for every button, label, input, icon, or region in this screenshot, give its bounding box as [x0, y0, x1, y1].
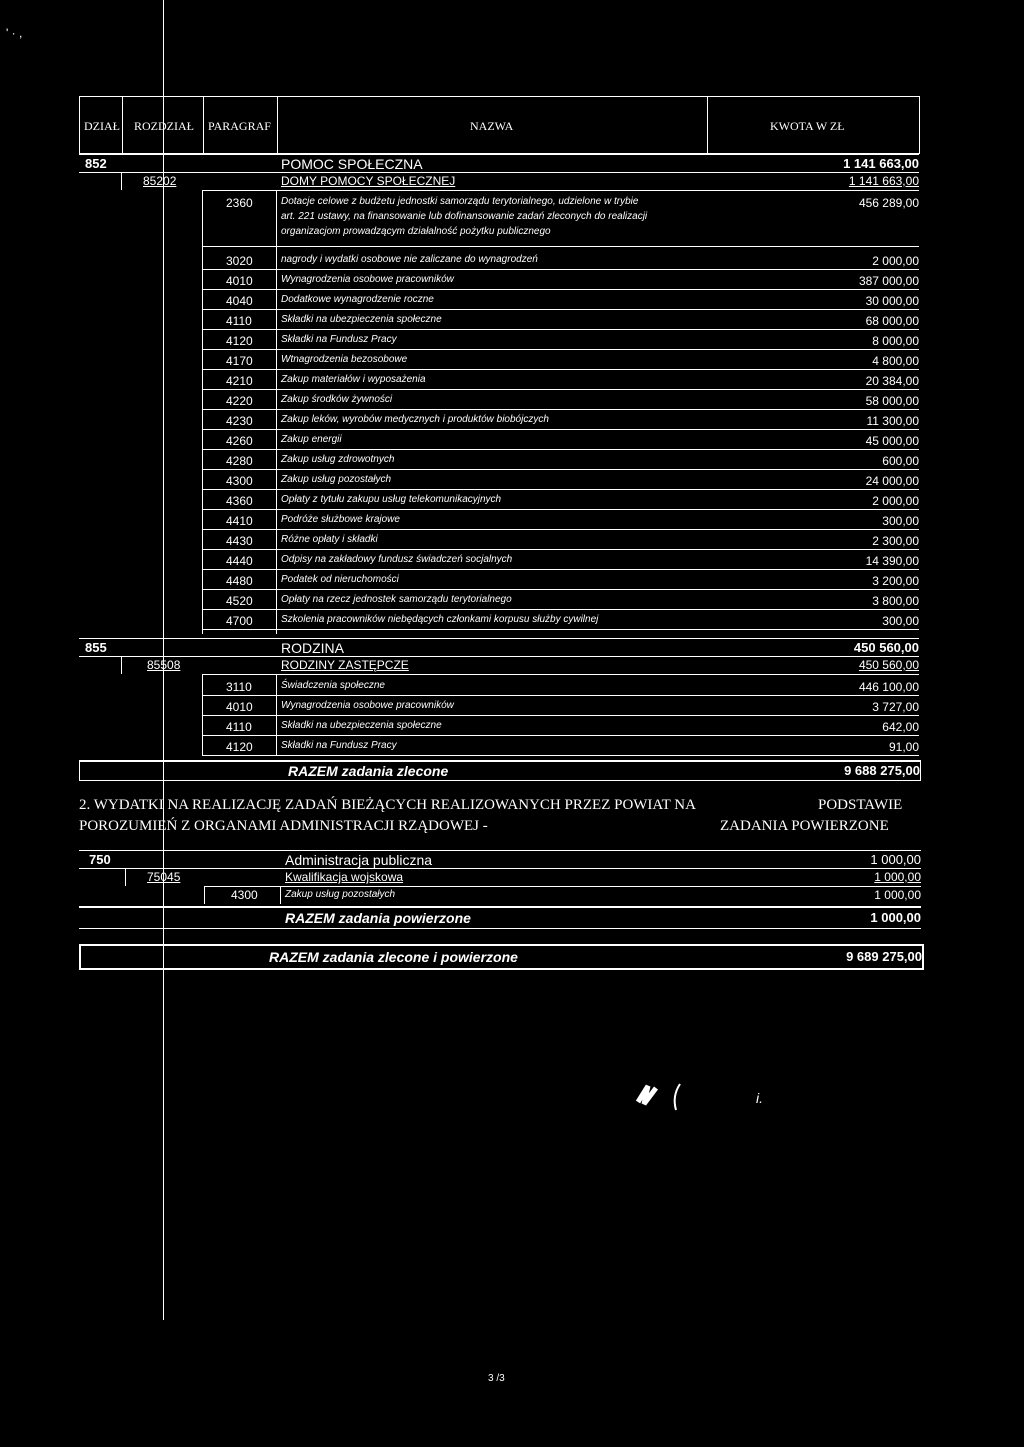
- rozdzial-code: 85202: [143, 174, 177, 188]
- table-row: [79, 310, 919, 330]
- dzial-name: Administracja publiczna: [285, 852, 433, 868]
- paragraf-name: Zakup materiałów i wyposażenia: [281, 374, 426, 385]
- grand-total-row: [79, 944, 924, 970]
- section-855: [79, 638, 919, 758]
- paragraf-amount: 600,00: [882, 454, 919, 468]
- corner-marks: ' · ,: [6, 26, 23, 40]
- paragraf-name: Wynagrodzenia osobowe pracowników: [281, 274, 454, 285]
- paragraf-code: 4480: [226, 574, 253, 588]
- paragraf-code: 4280: [226, 454, 253, 468]
- table-row: [79, 696, 919, 716]
- paragraf-code: 4440: [226, 554, 253, 568]
- table-row: [79, 736, 919, 756]
- paragraf-code: 3110: [226, 680, 252, 694]
- paragraf-code: 4170: [226, 354, 253, 368]
- paragraf-name: Zakup energii: [281, 434, 342, 445]
- paragraf-amount: 2 000,00: [872, 254, 919, 268]
- paragraf-name: Opłaty na rzecz jednostek samorządu terytorialnego: [281, 594, 512, 605]
- rozdzial-amount: 1 000,00: [874, 870, 921, 884]
- paragraf-amount: 446 100,00: [858, 680, 919, 694]
- paragraf-name: Składki na ubezpieczenia społeczne: [281, 720, 442, 731]
- header-rozdzial: ROZDZIAŁ: [134, 119, 194, 133]
- paragraf-code: 4260: [226, 434, 253, 448]
- paragraf-code: 4010: [226, 274, 253, 288]
- section2-line2-end: ZADANIA POWIERZONE: [720, 818, 889, 834]
- table-row: [79, 676, 919, 696]
- paragraf-name: nagrody i wydatki osobowe nie zaliczane do wynagrodzeń: [281, 254, 538, 265]
- table-row: [79, 390, 919, 410]
- total-zlecone-row: [79, 760, 921, 781]
- rozdzial-name: Kwalifikacja wojskowa: [285, 870, 404, 884]
- table-row: [79, 270, 919, 290]
- rozdzial-amount: 450 560,00: [858, 658, 919, 672]
- rozdzial-amount: 1 141 663,00: [848, 174, 919, 188]
- table-row: [79, 470, 919, 490]
- header-kwota: KWOTA W ZŁ: [770, 119, 845, 133]
- paragraf-amount: 30 000,00: [865, 294, 919, 308]
- rozdzial-name: RODZINY ZASTĘPCZE: [281, 658, 409, 672]
- table-row: [79, 450, 919, 470]
- paragraf-code: 3020: [226, 254, 253, 268]
- grand-total-amount: 9 689 275,00: [846, 949, 922, 964]
- paragraf-amount: 300,00: [882, 514, 919, 528]
- paragraf-code: 2360: [226, 196, 253, 210]
- table-row: [79, 550, 919, 570]
- dzial-amount: 1 141 663,00: [843, 156, 919, 171]
- total-powierzone-label: RAZEM zadania powierzone: [285, 910, 471, 926]
- grand-total-label: RAZEM zadania zlecone i powierzone: [269, 949, 518, 965]
- table-row: [79, 330, 919, 350]
- dzial-name: POMOC SPOŁECZNA: [281, 156, 423, 172]
- table-row: [79, 590, 919, 610]
- paragraf-name: Podatek od nieruchomości: [281, 574, 399, 585]
- paragraf-code: 4430: [226, 534, 253, 548]
- paragraf-code: 4040: [226, 294, 253, 308]
- table-row: [79, 510, 919, 530]
- paragraf-name: Odpisy na zakładowy fundusz świadczeń socjalnych: [281, 554, 513, 565]
- paragraf-name: Wynagrodzenia osobowe pracowników: [281, 700, 454, 711]
- paragraf-amount: 3 200,00: [872, 574, 919, 588]
- paragraf-amount: 2 000,00: [872, 494, 919, 508]
- paragraf-name: Składki na ubezpieczenia społeczne: [281, 314, 442, 325]
- section2-line1-end: PODSTAWIE: [818, 797, 903, 813]
- paragraf-code: 4220: [226, 394, 253, 408]
- paragraf-amount: 14 390,00: [865, 554, 919, 568]
- paragraf-code: 4230: [226, 414, 253, 428]
- dotacja-amount: 456 289,00: [858, 196, 919, 210]
- paragraf-amount: 20 384,00: [865, 374, 919, 388]
- paragraf-code: 4360: [226, 494, 253, 508]
- dotacja-line-3: organizacjom prowadzącym działalność pożytku publicznego: [281, 226, 551, 237]
- paragraf-code: 4300: [231, 888, 258, 902]
- page-number: 3 /3: [488, 1373, 505, 1384]
- paragraf-code: 4700: [226, 614, 253, 628]
- header-paragraf: PARAGRAF: [208, 119, 271, 133]
- table-header: [79, 96, 920, 154]
- paragraf-amount: 45 000,00: [865, 434, 919, 448]
- section-750: [79, 850, 921, 932]
- paragraf-amount: 68 000,00: [865, 314, 919, 328]
- section-852: [79, 154, 919, 634]
- dzial-code: 750: [89, 852, 111, 867]
- table-row: [79, 716, 919, 736]
- table-row: [79, 570, 919, 590]
- paragraf-code: 4010: [226, 700, 253, 714]
- dzial-code: 855: [85, 640, 107, 655]
- paragraf-amount: 4 800,00: [872, 354, 919, 368]
- table-row: [79, 430, 919, 450]
- total-zlecone-label: RAZEM zadania zlecone: [288, 763, 449, 779]
- table-row: [79, 410, 919, 430]
- paragraf-code: 4520: [226, 594, 253, 608]
- rozdzial-name: DOMY POMOCY SPOŁECZNEJ: [281, 174, 456, 188]
- table-row: [79, 350, 919, 370]
- table-row: [79, 530, 919, 550]
- paragraf-name: Różne opłaty i składki: [281, 534, 378, 545]
- signature-mark: [620, 1072, 700, 1122]
- dzial-amount: 1 000,00: [870, 852, 921, 867]
- paragraf-amount: 11 300,00: [866, 414, 919, 428]
- paragraf-name: Podróże służbowe krajowe: [281, 514, 400, 525]
- dzial-name: RODZINA: [281, 640, 344, 656]
- paragraf-name: Opłaty z tytułu zakupu usług telekomunikacyjnych: [281, 494, 502, 505]
- paragraf-amount: 1 000,00: [874, 888, 921, 902]
- paragraf-code: 4110: [226, 314, 252, 328]
- paragraf-name: Szkolenia pracowników niebędących członkami korpusu służby cywilnej: [281, 614, 599, 625]
- paragraf-amount: 24 000,00: [865, 474, 919, 488]
- paragraf-amount: 91,00: [888, 740, 919, 754]
- dotacja-line-2: art. 221 ustawy, na finansowanie lub dofinansowanie zadań zleconych do realizacji: [281, 211, 648, 222]
- total-powierzone-amount: 1 000,00: [870, 910, 921, 925]
- paragraf-name: Dodatkowe wynagrodzenie roczne: [281, 294, 434, 305]
- paragraf-amount: 3 800,00: [872, 594, 919, 608]
- paragraf-name: Zakup usług zdrowotnych: [281, 454, 395, 465]
- rozdzial-code: 85508: [147, 658, 181, 672]
- paragraf-name: Zakup środków żywności: [281, 394, 393, 405]
- paragraf-name: Zakup usług pozostałych: [285, 889, 396, 900]
- dotacja-line-1: Dotacje celowe z budżetu jednostki samorządu terytorialnego, udzielone w trybie: [281, 196, 639, 207]
- paragraf-name: Składki na Fundusz Pracy: [281, 740, 397, 751]
- paragraf-name: Wtnagrodzenia bezosobowe: [281, 354, 408, 365]
- paragraf-code: 4210: [226, 374, 253, 388]
- paragraf-amount: 387 000,00: [858, 274, 919, 288]
- paragraf-name: Świadczenia społeczne: [281, 680, 385, 691]
- dzial-code: 852: [85, 156, 107, 171]
- table-row: [79, 290, 919, 310]
- paragraf-name: Zakup leków, wyrobów medycznych i produktów biobójczych: [281, 414, 549, 425]
- table-row: [79, 250, 919, 270]
- paragraf-amount: 300,00: [882, 614, 919, 628]
- header-dzial: DZIAŁ: [84, 119, 120, 133]
- paragraf-code: 4120: [226, 740, 253, 754]
- paragraf-code: 4110: [226, 720, 252, 734]
- paragraf-code: 4410: [226, 514, 253, 528]
- section2-line1: 2. WYDATKI NA REALIZACJĘ ZADAŃ BIEŻĄCYCH REALIZOWANYCH PRZEZ POWIAT NA: [79, 797, 696, 813]
- paragraf-code: 4120: [226, 334, 253, 348]
- table-row: [79, 610, 919, 630]
- paragraf-code: 4300: [226, 474, 253, 488]
- paragraf-amount: 2 300,00: [872, 534, 919, 548]
- total-zlecone-amount: 9 688 275,00: [844, 763, 920, 778]
- dzial-amount: 450 560,00: [853, 640, 919, 655]
- paragraf-name: Składki na Fundusz Pracy: [281, 334, 397, 345]
- rozdzial-code: 75045: [147, 870, 181, 884]
- table-row: [79, 370, 919, 390]
- header-nazwa: NAZWA: [470, 119, 514, 133]
- paragraf-amount: 3 727,00: [872, 700, 919, 714]
- section2-line2: POROZUMIEŃ Z ORGANAMI ADMINISTRACJI RZĄDOWEJ -: [79, 818, 488, 834]
- paragraf-amount: 8 000,00: [872, 334, 919, 348]
- table-row: [79, 490, 919, 510]
- paragraf-amount: 642,00: [882, 720, 919, 734]
- signature-marks: i.: [756, 1090, 763, 1106]
- paragraf-name: Zakup usług pozostałych: [281, 474, 392, 485]
- paragraf-amount: 58 000,00: [865, 394, 919, 408]
